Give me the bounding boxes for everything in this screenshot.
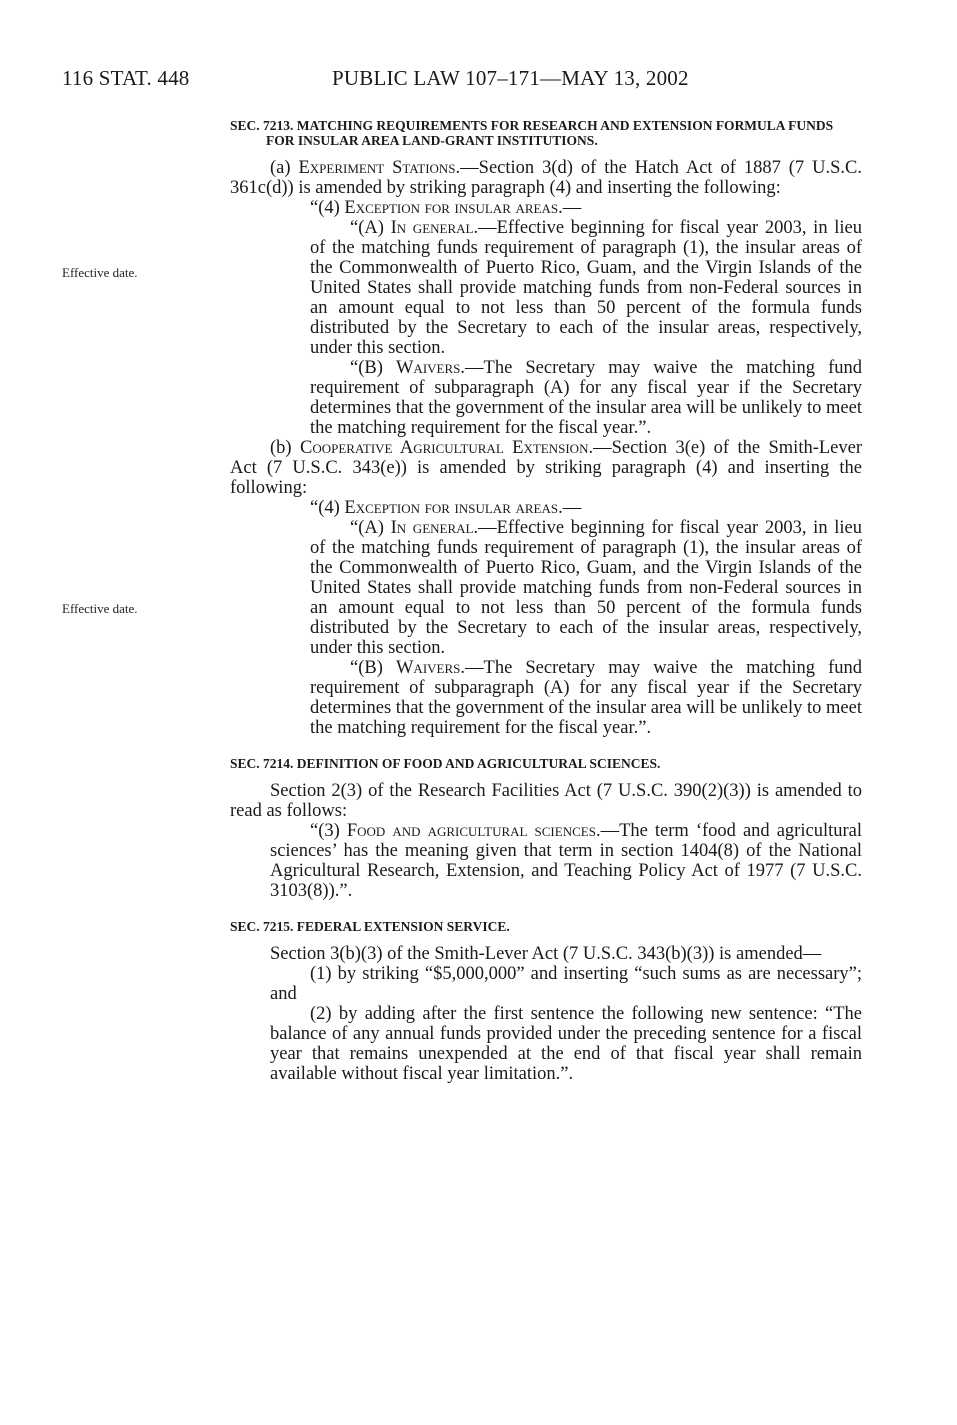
caption: Food and agricultural sciences xyxy=(346,821,596,841)
text: .—The Secretary may waive the matching fund requirement of subparagraph (A) for any fiscal year if the Secretary determines that the government of the insular area will be unlikely to meet the matching requirement for the fiscal year.”. xyxy=(310,658,863,738)
caption: Waivers xyxy=(395,358,461,378)
subsection-a xyxy=(230,158,862,198)
text: .—Section 3(e) of the Smith-Lever Act (7 U.S.C. 343(e)) is amended by striking paragraph (4) and inserting the following: xyxy=(230,438,862,498)
section-7214-intro: Section 2(3) of the Research Facilities Act (7 U.S.C. 390(2)(3)) is amended to read as follows: xyxy=(230,781,862,821)
amendment-item-2: (2) by adding after the first sentence the following new sentence: “The balance of any annual funds provided under the preceding sentence for a fiscal year that remains unexpended at the end of that fiscal year shall remain available without fiscal year limitation.”. xyxy=(270,1004,862,1084)
public-law-header: PUBLIC LAW 107–171—MAY 13, 2002 xyxy=(332,66,689,90)
document-body xyxy=(230,118,862,1084)
text: .—The term ‘food and agricultural sciences’ has the meaning given that term in section 1404(8) of the National Agricultural Research, Extension, and Teaching Policy Act of 1977 (7 U.S.C. 3103(8)).”. xyxy=(270,821,862,901)
section-heading-7215: SEC. 7215. FEDERAL EXTENSION SERVICE. xyxy=(230,919,510,934)
margin-note-effective-date: Effective date. xyxy=(62,601,138,616)
section-heading-7213: SEC. 7213. MATCHING REQUIREMENTS FOR RESEARCH AND EXTENSION FORMULA FUNDS FOR INSULAR AREA LAND-GRANT INSTITUTIONS. xyxy=(230,118,834,148)
label: (a) xyxy=(270,158,299,178)
amendment-item-1: (1) by striking “$5,000,000” and inserting “such sums as are necessary”; and xyxy=(270,964,862,1004)
caption: “(4) Exception for insular areas.— xyxy=(310,198,582,218)
label: “(3) xyxy=(310,821,347,841)
caption: In general xyxy=(390,218,474,238)
label: “(A) xyxy=(350,518,391,538)
caption: Waivers xyxy=(395,658,461,678)
caption: “(4) Exception for insular areas.— xyxy=(310,498,582,518)
label: (b) xyxy=(270,438,300,458)
subparagraph-A xyxy=(230,218,862,358)
text: .—Section 3(d) of the Hatch Act of 1887 (7 U.S.C. 361c(d)) is amended by striking paragraph (4) and inserting the following: xyxy=(230,158,862,198)
caption: In general xyxy=(390,518,474,538)
subsection-b xyxy=(230,438,862,498)
label: “(A) xyxy=(350,218,391,238)
paragraph-4-caption xyxy=(230,498,862,518)
subparagraph-B xyxy=(230,358,862,438)
paragraph-4-caption xyxy=(230,198,862,218)
margin-note-effective-date: Effective date. xyxy=(62,265,138,280)
page-stat-citation: 116 STAT. 448 xyxy=(62,66,190,90)
section-heading-7214: SEC. 7214. DEFINITION OF FOOD AND AGRICULTURAL SCIENCES. xyxy=(230,756,661,771)
text: .—The Secretary may waive the matching fund requirement of subparagraph (A) for any fiscal year if the Secretary determines that the government of the insular area will be unlikely to meet the matching requirement for the fiscal year.”. xyxy=(310,358,863,438)
caption: Cooperative Agricultural Extension xyxy=(299,438,589,458)
text: .—Effective beginning for fiscal year 2003, in lieu of the matching funds requirement of paragraph (1), the insular areas of the Commonwealth of Puerto Rico, Guam, and the Virgin Islands of the United States shall provide matching funds from non-Federal sources in an amount equal to not less than 50 percent of the formula funds distributed by the Secretary to each of the insular areas, respectively, under this section. xyxy=(310,218,862,358)
subparagraph-A xyxy=(230,518,862,658)
paragraph-3 xyxy=(230,821,862,901)
label: “(B) xyxy=(350,358,396,378)
caption: Experiment Stations xyxy=(298,158,456,178)
text: .—Effective beginning for fiscal year 2003, in lieu of the matching funds requirement of paragraph (1), the insular areas of the Commonwealth of Puerto Rico, Guam, and the Virgin Islands of the United States shall provide matching funds from non-Federal sources in an amount equal to not less than 50 percent of the formula funds distributed by the Secretary to each of the insular areas, respectively, under this section. xyxy=(310,518,862,658)
section-7215-intro: Section 3(b)(3) of the Smith-Lever Act (7 U.S.C. 343(b)(3)) is amended— xyxy=(270,944,822,964)
label: “(B) xyxy=(350,658,396,678)
subparagraph-B xyxy=(230,658,862,738)
